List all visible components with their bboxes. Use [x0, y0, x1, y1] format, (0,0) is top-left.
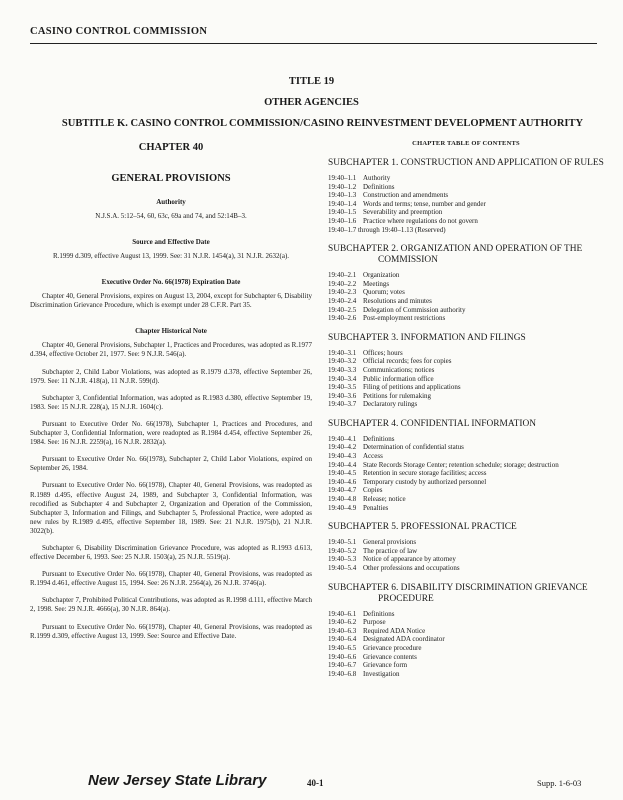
- section-title: State Records Storage Center; retention schedule; storage; destruction: [363, 460, 559, 469]
- section-number: 19:40–6.3: [328, 626, 357, 635]
- section-number: 19:40–3.3: [328, 365, 357, 374]
- left-column: [30, 140, 312, 641]
- section-number: 19:40–1.2: [328, 182, 357, 191]
- toc-entry: [328, 191, 604, 200]
- toc-entry: [328, 357, 604, 366]
- section-number: 19:40–2.5: [328, 305, 357, 314]
- section-number: 19:40–3.2: [328, 357, 357, 366]
- section-title: Official records; fees for copies: [363, 357, 452, 366]
- title-number: TITLE 19: [288, 76, 335, 87]
- section-title: Delegation of Commission authority: [363, 305, 466, 314]
- toc-entry: [328, 461, 604, 470]
- section-title: Purpose: [363, 618, 386, 627]
- section-number: 19:40–6.1: [328, 609, 357, 618]
- section-title: Determination of confidential status: [363, 443, 464, 452]
- section-number: 19:40–4.9: [328, 503, 357, 512]
- toc-entry: [328, 183, 604, 192]
- toc-entry: [328, 538, 604, 547]
- toc-entry: [328, 271, 604, 280]
- toc-entry: [328, 469, 604, 478]
- section-number: 19:40–5.4: [328, 564, 357, 572]
- section-number: 19:40–6.7: [328, 661, 357, 670]
- subchapter-title: [328, 333, 604, 344]
- section-number: 19:40–5.1: [328, 538, 357, 547]
- subchapter-name: ORGANIZATION AND OPERATION OF THE COMMISSION: [378, 244, 583, 266]
- toc-entry: [328, 555, 604, 564]
- toc-entry: [328, 610, 604, 619]
- library-watermark: New Jersey State Library: [88, 772, 267, 789]
- title-agencies: OTHER AGENCIES: [264, 97, 359, 108]
- toc-entry: [328, 297, 604, 306]
- section-title: General provisions: [363, 538, 417, 547]
- source-heading: Source and Effective Date: [132, 238, 210, 247]
- subchapter-name: PROFESSIONAL PRACTICE: [400, 522, 517, 533]
- section-number: 19:40–3.6: [328, 391, 357, 400]
- source-text: R.1999 d.309, effective August 13, 1999. See: 31 N.J.R. 1454(a), 31 N.J.R. 2632(a).: [52, 252, 290, 261]
- section-title: Definitions: [363, 609, 395, 618]
- section-number: 19:40–3.4: [328, 374, 357, 383]
- historical-note-paragraph: Pursuant to Executive Order No. 66(1978), Chapter 40, General Provisions, was readopted as R.1989 d.495, effective August 24, 1989, and Subchapter 3, Confidential Information, was recodified as Subchapter 4 and Subchapter 2, Organization and Operation of the Commission, Subchapter 3, Information and Filings, and Subchapter 5, Professional Practice, were adopted as new rules by R.1989 d.495, effective September 18, 1989. See: 21 N.J.R. 1975(b), 21 N.J.R. 3022(b).: [30, 481, 312, 535]
- section-title: Communications; notices: [363, 365, 435, 374]
- section-number: 19:40–4.3: [328, 452, 357, 461]
- toc-entry: [328, 635, 604, 644]
- subchapter-name: CONSTRUCTION AND APPLICATION OF RULES: [400, 158, 604, 168]
- toc-heading: CHAPTER TABLE OF CONTENTS: [412, 140, 520, 147]
- section-title: Access: [363, 452, 383, 461]
- toc-entry: [328, 547, 604, 556]
- section-title: Quorum; votes: [363, 288, 405, 297]
- toc-entry: [328, 452, 604, 461]
- toc-entry: [328, 504, 604, 513]
- section-number: 19:40–3.7: [328, 400, 357, 409]
- historical-note-paragraph: Subchapter 2, Child Labor Violations, was adopted as R.1979 d.378, effective September 26, 1979. See: 11 N.J.R. 418(a), 11 N.J.R. 599(d).: [30, 367, 312, 385]
- page-number: 40-1: [307, 778, 324, 788]
- subchapter-name: INFORMATION AND FILINGS: [400, 332, 526, 343]
- toc-entry: [328, 383, 604, 392]
- running-head: CASINO CONTROL COMMISSION: [30, 26, 208, 37]
- section-title: Release; notice: [363, 495, 406, 504]
- section-number: 19:40–4.4: [328, 460, 357, 469]
- toc-entry: [328, 200, 604, 209]
- section-number: 19:40–4.6: [328, 477, 357, 486]
- authority-heading: Authority: [156, 198, 186, 206]
- section-number: 19:40–4.5: [328, 469, 357, 478]
- section-number: 19:40–6.6: [328, 652, 357, 661]
- toc-entry: [328, 288, 604, 297]
- section-number: 19:40–2.6: [328, 314, 357, 323]
- section-title: Grievance procedure: [363, 643, 422, 652]
- section-title: Filing of petitions and applications: [363, 383, 461, 392]
- subchapter-title: [328, 522, 604, 533]
- section-number: 19:40–4.1: [328, 434, 357, 443]
- section-number: 19:40–2.1: [328, 271, 357, 280]
- section-number: 19:40–4.2: [328, 443, 357, 452]
- historical-note-paragraph: Chapter 40, General Provisions, Subchapter 1, Practices and Procedures, was adopted as R.1977 d.394, effective October 21, 1977. See: 9 N.J.R. 546(a).: [30, 341, 312, 359]
- section-number: 19:40–5.3: [328, 555, 357, 564]
- section-number: 19:40–6.4: [328, 635, 357, 644]
- section-title: Notice of appearance by attorney: [363, 555, 456, 564]
- section-title: Penalties: [363, 503, 389, 512]
- section-number: 19:40–4.8: [328, 495, 357, 504]
- section-title: Required ADA Notice: [363, 626, 426, 635]
- section-number: 19:40–6.5: [328, 643, 357, 652]
- section-number: 19:40–4.7: [328, 486, 357, 495]
- section-title: Definitions: [363, 182, 395, 191]
- chapter-number: CHAPTER 40: [138, 142, 204, 153]
- section-title: Post-employment restrictions: [363, 314, 446, 323]
- historical-note: [30, 341, 312, 640]
- subchapter-label: SUBCHAPTER 2.: [328, 244, 399, 255]
- header-rule: [30, 43, 597, 44]
- historical-note-paragraph: Pursuant to Executive Order No. 66(1978), Subchapter 1, Practices and Procedures, and Subchapter 3, Confidential Information, were readopted as R.1984 d.454, effective September 26, 1984. See: 16 N.J.R. 2259(a), 16 N.J.R. 2832(a).: [30, 419, 312, 447]
- toc-entry: [328, 653, 604, 662]
- historical-note-heading: Chapter Historical Note: [135, 327, 207, 336]
- right-column: [328, 140, 604, 678]
- toc-entry: [328, 644, 604, 653]
- toc-entry: [328, 486, 604, 495]
- section-number: 19:40–1.1: [328, 174, 357, 182]
- subchapter-title: [328, 583, 604, 605]
- subchapter-title: [328, 419, 604, 430]
- section-title: Copies: [363, 486, 383, 495]
- historical-note-paragraph: Subchapter 3, Confidential Information, was adopted as R.1983 d.380, effective September 19, 1983. See: 15 N.J.R. 228(a), 15 N.J.R. 1604(c).: [30, 393, 312, 411]
- toc-entry: [328, 280, 604, 289]
- toc-entry: [328, 174, 604, 183]
- toc-entry: [328, 627, 604, 636]
- section-title: Offices; hours: [363, 348, 403, 357]
- table-of-contents: [328, 158, 604, 678]
- section-title: Grievance contents: [363, 652, 417, 661]
- section-title: Grievance form: [363, 661, 408, 670]
- subchapter-name: DISABILITY DISCRIMINATION GRIEVANCE PROCEDURE: [378, 582, 588, 604]
- historical-note-paragraph: Pursuant to Executive Order No. 66(1978), Subchapter 2, Child Labor Violations, expired on September 26, 1984.: [30, 455, 312, 473]
- section-title: Definitions: [363, 434, 395, 443]
- section-number: 19:40–2.3: [328, 288, 357, 297]
- toc-entry: [328, 306, 604, 315]
- section-title: Organization: [363, 271, 400, 280]
- subchapter-label: SUBCHAPTER 5.: [328, 522, 399, 533]
- historical-note-paragraph: Subchapter 7, Prohibited Political Contributions, was adopted as R.1998 d.111, effective March 2, 1998. See: 29 N.J.R. 4666(a), 30 N.J.R. 864(a).: [30, 596, 312, 614]
- section-title: Petitions for rulemaking: [363, 391, 432, 400]
- toc-entry: [328, 661, 604, 670]
- toc-entry: [328, 217, 604, 226]
- supplement-date: Supp. 1-6-03: [537, 778, 582, 788]
- section-title: Resolutions and minutes: [363, 296, 432, 305]
- authority-text: N.J.S.A. 5:12–54, 60, 63c, 69a and 74, and 52:14B–3.: [95, 212, 247, 220]
- section-number: 19:40–2.4: [328, 296, 357, 305]
- section-title: Practice where regulations do not govern: [363, 216, 478, 225]
- toc-entry: [328, 618, 604, 627]
- subchapter-title: [328, 158, 604, 169]
- section-number: 19:40–1.5: [328, 208, 357, 217]
- section-number: 19:40–3.5: [328, 383, 357, 392]
- toc-entry: [328, 208, 604, 217]
- section-number: 19:40–2.2: [328, 279, 357, 288]
- section-number: 19:40–5.2: [328, 546, 357, 555]
- toc-entry: [328, 564, 604, 573]
- subchapter-label: SUBCHAPTER 1.: [328, 158, 399, 168]
- section-title: Public information office: [363, 374, 434, 383]
- section-title: Investigation: [363, 669, 400, 678]
- section-title: Authority: [363, 174, 391, 182]
- toc-entry: [328, 366, 604, 375]
- section-title: Words and terms; tense, number and gender: [363, 199, 486, 208]
- subchapter-title: [328, 244, 604, 266]
- section-title: Retention in secure storage facilities; access: [363, 469, 487, 478]
- subtitle: SUBTITLE K. CASINO CONTROL COMMISSION/CASINO REINVESTMENT DEVELOPMENT AUTHORITY: [61, 118, 584, 129]
- section-number: 19:40–3.1: [328, 348, 357, 357]
- toc-entry: [328, 670, 604, 679]
- toc-entry: [328, 375, 604, 384]
- eo-text: Chapter 40, General Provisions, expires on August 13, 2004, except for Subchapter 6, Disability Discrimination Grievance Procedure, which is exempt under 28 C.F.R. Part 35.: [30, 292, 312, 310]
- toc-entry: [328, 435, 604, 444]
- historical-note-paragraph: Pursuant to Executive Order No. 66(1978), Chapter 40, General Provisions, was readopted as R.1999 d.309, effective August 13, 1999. See: Source and Effective Date.: [30, 622, 312, 640]
- toc-entry: [328, 392, 604, 401]
- section-number: 19:40–6.2: [328, 618, 357, 627]
- subchapter-name: CONFIDENTIAL INFORMATION: [400, 418, 536, 429]
- toc-entry: [328, 478, 604, 487]
- section-title: Construction and amendments: [363, 191, 449, 200]
- subchapter-label: SUBCHAPTER 6.: [328, 582, 399, 593]
- section-title: Designated ADA coordinator: [363, 635, 445, 644]
- subchapter-label: SUBCHAPTER 4.: [328, 418, 399, 429]
- section-title: Severability and preemption: [363, 208, 443, 217]
- section-number: 19:40–6.8: [328, 669, 357, 678]
- section-number: 19:40–1.3: [328, 191, 357, 200]
- toc-entry: [328, 443, 604, 452]
- toc-entry: [328, 349, 604, 358]
- section-title: Other professions and occupations: [363, 564, 460, 572]
- section-title: Declaratory rulings: [363, 400, 418, 409]
- subchapter-label: SUBCHAPTER 3.: [328, 332, 399, 343]
- toc-entry: [328, 400, 604, 409]
- toc-entry: [328, 495, 604, 504]
- historical-note-paragraph: Subchapter 6, Disability Discrimination Grievance Procedure, was adopted as R.1993 d.613, effective December 6, 1993. See: 25 N.J.R. 1503(a), 25 N.J.R. 5519(a).: [30, 543, 312, 562]
- section-title: Temporary custody by authorized personnel: [363, 477, 487, 486]
- section-number: 19:40–1.6: [328, 216, 357, 225]
- section-title: The practice of law: [363, 546, 418, 555]
- historical-note-paragraph: Pursuant to Executive Order No. 66(1978), Chapter 40, General Provisions, was readopted as R.1994 d.461, effective August 15, 1994. See: 26 N.J.R. 2564(a), 26 N.J.R. 3746(a).: [30, 570, 312, 588]
- chapter-title: GENERAL PROVISIONS: [111, 173, 231, 184]
- section-title: Meetings: [363, 279, 390, 288]
- toc-reserved-range: 19:40–1.7 through 19:40–1.13 (Reserved): [328, 225, 446, 234]
- toc-entry: [328, 314, 604, 323]
- section-number: 19:40–1.4: [328, 199, 357, 208]
- eo-heading: Executive Order No. 66(1978) Expiration Date: [101, 278, 241, 287]
